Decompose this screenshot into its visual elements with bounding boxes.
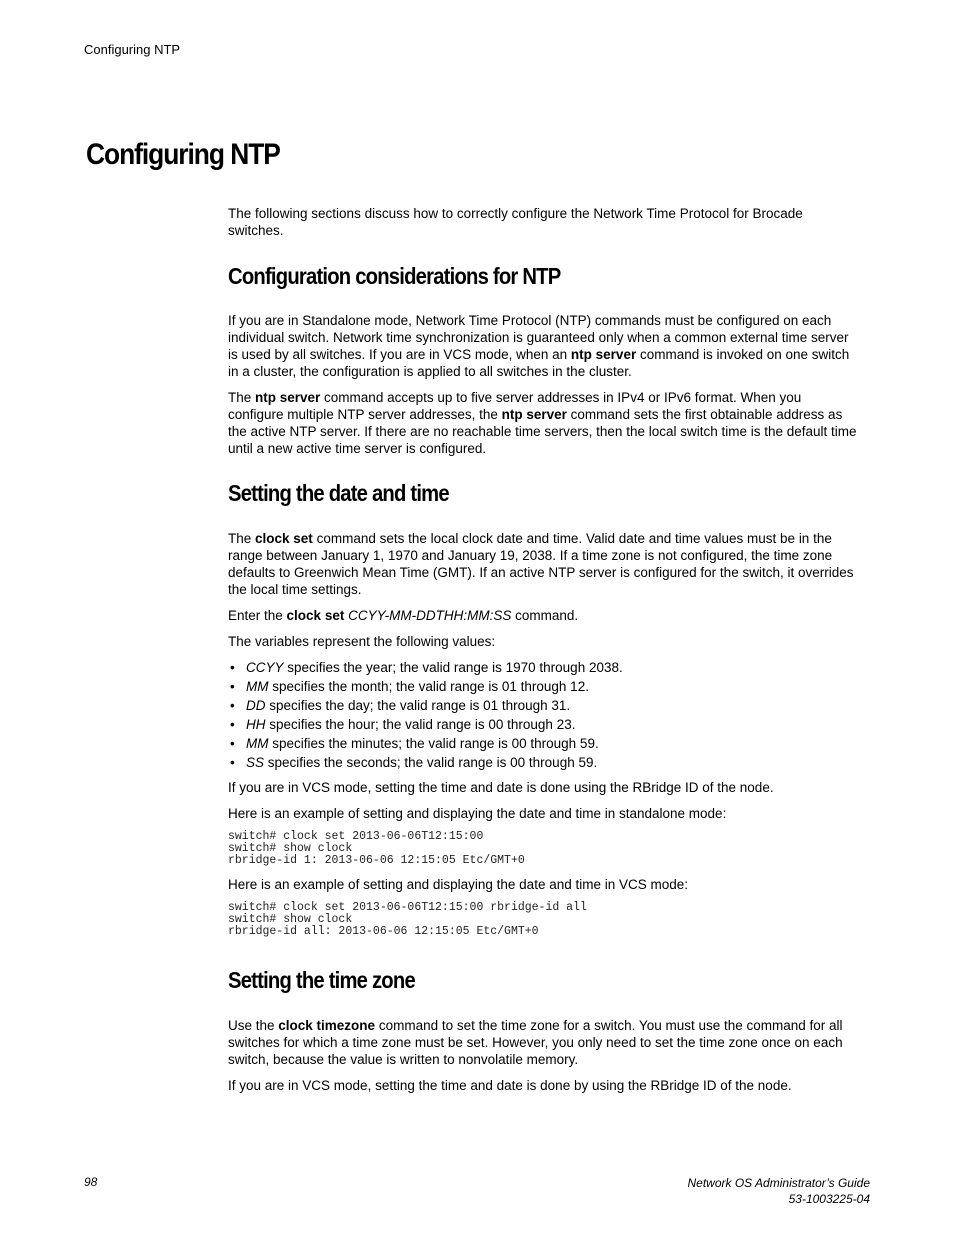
list-item: • HH specifies the hour; the valid range is 00 through 23. xyxy=(228,716,860,733)
section-time-zone xyxy=(228,967,860,993)
list-item: • SS specifies the seconds; the valid range is 00 through 59. xyxy=(228,754,860,771)
page-title: Configuring NTP xyxy=(86,138,280,171)
command-name: clock set xyxy=(286,608,345,623)
list-item: • CCYY specifies the year; the valid range is 1970 through 2038. xyxy=(228,659,860,676)
section-date-time xyxy=(228,480,860,506)
paragraph: The variables represent the following values: xyxy=(228,634,496,649)
doc-title: Network OS Administrator’s Guide xyxy=(687,1176,870,1190)
command-name: clock timezone xyxy=(278,1018,376,1033)
section-ntp-considerations xyxy=(228,263,860,289)
paragraph: The ntp server command accepts up to five server addresses in IPv4 or IPv6 format. When you configure multiple NTP server addresses, the ntp server command sets the first obtainable address as the active NTP server. If there are no reachable time servers, then the local switch time is the default time until a new active time server is configured. xyxy=(228,390,857,456)
section-heading: Setting the date and time xyxy=(228,480,449,506)
section-date-time-body xyxy=(228,530,860,947)
paragraph: If you are in VCS mode, setting the time and date is done using the RBridge ID of the node. xyxy=(228,780,774,795)
command-name: ntp server xyxy=(570,347,637,362)
code-example-vcs: switch# clock set 2013-06-06T12:15:00 rbridge-id all switch# show clock rbridge-id all: 2013-06-06 12:15:05 Etc/GMT+0 xyxy=(228,901,587,938)
paragraph: If you are in Standalone mode, Network Time Protocol (NTP) commands must be configured on each individual switch. Network time synchronization is guaranteed only when a common external time server is used by all switches. If you are in VCS mode, when an ntp server command is invoked on one switch in a cluster, the configuration is applied to all switches in the cluster. xyxy=(228,313,850,379)
section-ntp-considerations-body xyxy=(228,312,860,466)
section-heading: Configuration considerations for NTP xyxy=(228,263,561,289)
paragraph: Here is an example of setting and displaying the date and time in VCS mode: xyxy=(228,877,689,892)
code-example-standalone: switch# clock set 2013-06-06T12:15:00 switch# show clock rbridge-id 1: 2013-06-06 12:15:05 Etc/GMT+0 xyxy=(228,830,525,867)
section-time-zone-body xyxy=(228,1017,860,1103)
list-item: • MM specifies the month; the valid range is 01 through 12. xyxy=(228,678,860,695)
list-item: • DD specifies the day; the valid range is 01 through 31. xyxy=(228,697,860,714)
command-name: ntp server xyxy=(501,407,567,422)
paragraph: Enter the clock set CCYY-MM-DDTHH:MM:SS command. xyxy=(228,608,579,623)
paragraph: Use the clock timezone command to set the time zone for a switch. You must use the command for all switches for which a time zone must be set. However, you only need to set the time zone once on each switch, because the value is written to nonvolatile memory. xyxy=(228,1018,843,1067)
page-number: 98 xyxy=(84,1175,98,1189)
running-header: Configuring NTP xyxy=(84,42,181,57)
paragraph: Here is an example of setting and displaying the date and time in standalone mode: xyxy=(228,806,727,821)
doc-number: 53-1003225-04 xyxy=(788,1192,870,1206)
paragraph: If you are in VCS mode, setting the time and date is done by using the RBridge ID of the node. xyxy=(228,1078,792,1093)
list-item: • MM specifies the minutes; the valid range is 00 through 59. xyxy=(228,735,860,752)
paragraph: The clock set command sets the local clock date and time. Valid date and time values must be in the range between January 1, 1970 and January 19, 2038. If a time zone is not configured, the time zone defaults to Greenwich Mean Time (GMT). If an active NTP server is configured for the switch, it overrides the local time settings. xyxy=(228,531,854,597)
command-name: ntp server xyxy=(255,390,321,405)
command-name: clock set xyxy=(255,531,313,546)
footer-doc-info xyxy=(687,1175,870,1207)
intro-block xyxy=(228,205,860,248)
command-variable: CCYY-MM-DDTHH:MM:SS xyxy=(344,608,512,623)
section-heading: Setting the time zone xyxy=(228,967,415,993)
intro-paragraph: The following sections discuss how to correctly configure the Network Time Protocol for Brocade switches. xyxy=(228,206,803,238)
variables-list xyxy=(228,659,860,771)
